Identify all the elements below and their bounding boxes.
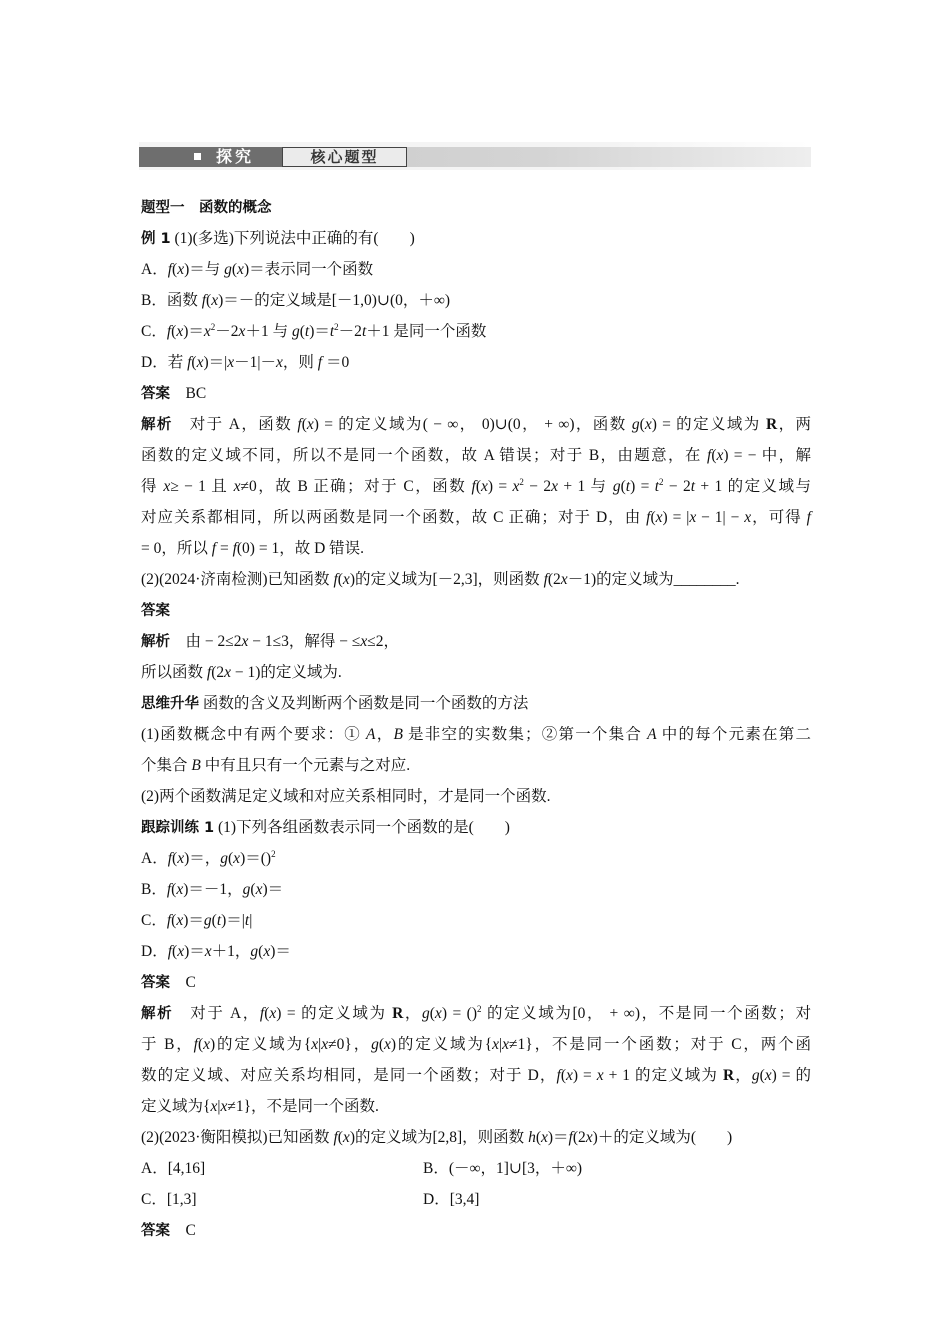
text-line: 答案 [141, 603, 170, 619]
text-line: D．f(x)＝x＋1，g(x)＝ [141, 943, 291, 960]
text-line: (2)(2024·济南检测)已知函数 f(x)的定义域为[－2,3]，则函数 f(2x－1)的定义域为________. [141, 571, 740, 588]
text-line: 于 B，f(x)的定义域为{x|x≠0}，g(x)的定义域为{x|x≠1}，不是同一个函数；对于 C，两个函 [141, 1036, 811, 1053]
text-line: (2)两个函数满足定义域和对应关系相同时，才是同一个函数. [141, 788, 551, 805]
text-line: C．$f(x)=x^2-2x+1$ 与 $g(t)=t^2-2t+1$ 是同一个函数 [141, 322, 487, 340]
text-line: 所以函数 f(2x − 1)的定义域为. [141, 664, 342, 681]
text-line: (2)(2023·衡阳模拟)已知函数 f(x)的定义域为[2,8]，则函数 h(x)＝f(2x)＋的定义域为( ) [141, 1129, 733, 1146]
text-line: 函数的定义域不同，所以不是同一个函数，故 A 错误；对于 B，由题意，在 f(x) = − 中，解 [141, 447, 811, 464]
text-line: = 0，所以 f = f(0) = 1，故 D 错误. [141, 540, 365, 557]
text-line: 例 1 (1)(多选)下列说法中正确的有( ) [141, 230, 415, 247]
text-line: 解析 对于 A，f(x) = 的定义域为 R，g(x) = ()$^2$ 的定义域为[0， + ∞)，不是同一个函数；对 [141, 1004, 811, 1022]
section-banner [139, 142, 811, 174]
text-line: 答案 BC [141, 385, 207, 402]
text-line: A．f(x)＝与 g(x)＝表示同一个函数 [141, 261, 374, 278]
text-line: A．f(x)＝，g(x)＝()$^2$ [141, 849, 276, 867]
text-line: 题型一 函数的概念 [141, 200, 272, 216]
text-line: 答案 C [141, 1222, 196, 1239]
text-line: 得 x≥ − 1 且 x≠0，故 B 正确；对于 C，函数 $f(x) = x^2 - 2x + 1$ 与 $g(t) = t^2 - 2t + 1$ 的定义域与 [141, 477, 811, 495]
text-line: 解析 由 − 2≤2x − 1≤3，解得 − ≤x≤2， [141, 633, 400, 650]
text-line: B．f(x)＝－1，g(x)＝ [141, 881, 284, 898]
text-line: C．f(x)＝g(t)＝|t| [141, 912, 253, 929]
text-line: B．函数 f(x)＝－的定义域是[－1,0)∪(0，＋∞) [141, 292, 451, 309]
text-line: D．若 f(x)＝|x－1|－x，则 f ＝0 [141, 354, 350, 371]
banner-tag-right: 核心题型 [282, 147, 407, 167]
text-line: 跟踪训练 1 (1)下列各组函数表示同一个函数的是( ) [141, 819, 510, 836]
banner-dark-block [139, 147, 282, 167]
text-line: 对应关系都相同，所以两函数是同一个函数，故 C 正确；对于 D，由 f(x) = |x − 1| − x，可得 f [141, 509, 811, 526]
text-line: C．[1,3] D．[3,4] [141, 1191, 480, 1208]
banner-tag-left: 探究 [216, 147, 255, 166]
text-line: 思维升华 函数的含义及判断两个函数是同一个函数的方法 [141, 695, 529, 712]
text-line: 数的定义域、对应关系均相同，是同一个函数；对于 D，f(x) = x + 1 的定义域为 R，g(x) = 的 [141, 1067, 811, 1084]
text-line: 答案 C [141, 974, 196, 991]
document-body [141, 192, 811, 1246]
text-line: 个集合 B 中有且只有一个元素与之对应. [141, 757, 411, 774]
text-line: A．[4,16] B．(－∞，1]∪[3，＋∞) [141, 1160, 583, 1177]
text-line: 定义域为{x|x≠1}，不是同一个函数. [141, 1098, 379, 1115]
text-line: (1)函数概念中有两个要求：① A，B 是非空的实数集；②第一个集合 A 中的每个元素在第二 [141, 726, 811, 743]
square-bullet-icon [194, 153, 201, 160]
text-line: 解析 对于 A，函数 f(x) = 的定义域为( − ∞， 0)∪(0， + ∞)，函数 g(x) = 的定义域为 R，两 [141, 416, 811, 433]
